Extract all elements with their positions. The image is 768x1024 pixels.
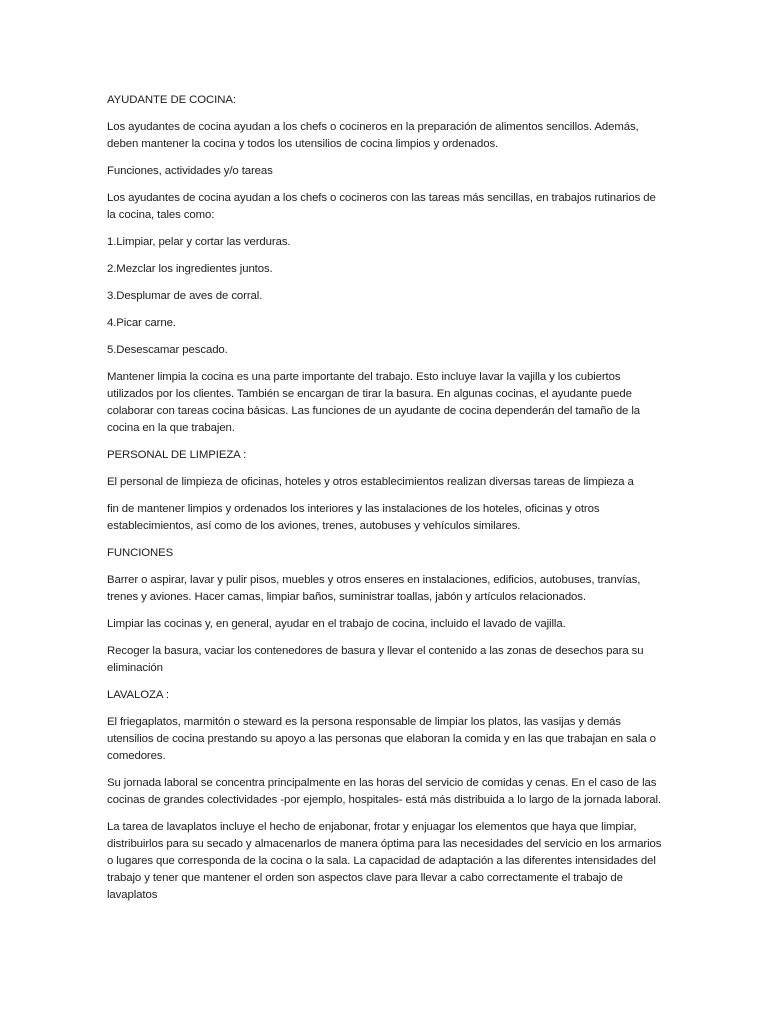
paragraph: Los ayudantes de cocina ayudan a los chefs o cocineros en la preparación de alimentos sencillos. Además, deben mantener la cocina y todos los utensilios de cocina limpios y ordenados. (107, 121, 639, 150)
section-heading-personal-de-limpieza: PERSONAL DE LIMPIEZA : (107, 449, 247, 461)
subheading: FUNCIONES (107, 547, 174, 559)
paragraph: El personal de limpieza de oficinas, hoteles y otros establecimientos realizan diversas tareas de limpieza a (107, 476, 634, 488)
paragraph: Barrer o aspirar, lavar y pulir pisos, muebles y otros enseres en instalaciones, edificios, autobuses, tranvías, trenes y aviones. Hacer camas, limpiar baños, suministrar toallas, jabón y artículos relacionados. (107, 574, 641, 603)
list-item: 3.Desplumar de aves de corral. (107, 290, 263, 302)
list-item: 1.Limpiar, pelar y cortar las verduras. (107, 236, 291, 248)
paragraph: La tarea de lavaplatos incluye el hecho de enjabonar, frotar y enjuagar los elementos que haya que limpiar, distribuirlos para su secado y almacenarlos de manera óptima para las necesidades del servicio en los armarios o lugares que corresponda de la cocina o la sala. La capacidad de adaptación a las diferentes intensidades del trabajo y tener que mantener el orden son aspectos clave para llevar a cabo correctamente el trabajo de lavaplatos (107, 821, 662, 901)
paragraph: El friegaplatos, marmitón o steward es la persona responsable de limpiar los platos, las vasijas y demás utensilios de cocina prestando su apoyo a las personas que elaboran la comida y en las que trabajan en sala o comedores. (107, 716, 656, 762)
section-heading-lavaloza: LAVALOZA : (107, 689, 169, 701)
document-body (107, 92, 663, 914)
paragraph: Su jornada laboral se concentra principalmente en las horas del servicio de comidas y cenas. En el caso de las cocinas de grandes colectividades -por ejemplo, hospitales- está más distribuida a lo largo de la jornada laboral. (107, 777, 662, 806)
list-item: 2.Mezclar los ingredientes juntos. (107, 263, 273, 275)
paragraph: Los ayudantes de cocina ayudan a los chefs o cocineros con las tareas más sencillas, en trabajos rutinarios de la cocina, tales como: (107, 192, 656, 221)
paragraph: Limpiar las cocinas y, en general, ayudar en el trabajo de cocina, incluido el lavado de vajilla. (107, 618, 566, 630)
paragraph: Funciones, actividades y/o tareas (107, 165, 273, 177)
list-item: 4.Picar carne. (107, 317, 176, 329)
section-heading-ayudante-de-cocina: AYUDANTE DE COCINA: (107, 94, 236, 106)
paragraph: Mantener limpia la cocina es una parte importante del trabajo. Esto incluye lavar la vajilla y los cubiertos utilizados por los clientes. También se encargan de tirar la basura. En algunas cocinas, el ayudante puede colaborar con tareas cocina básicas. Las funciones de un ayudante de cocina dependerán del tamaño de la cocina en la que trabajen. (107, 371, 641, 434)
paragraph: Recoger la basura, vaciar los contenedores de basura y llevar el contenido a las zonas de desechos para su eliminación (107, 645, 644, 674)
list-item: 5.Desescamar pescado. (107, 344, 228, 356)
paragraph: fin de mantener limpios y ordenados los interiores y las instalaciones de los hoteles, oficinas y otros establecimientos, así como de los aviones, trenes, autobuses y vehículos similares. (107, 503, 600, 532)
